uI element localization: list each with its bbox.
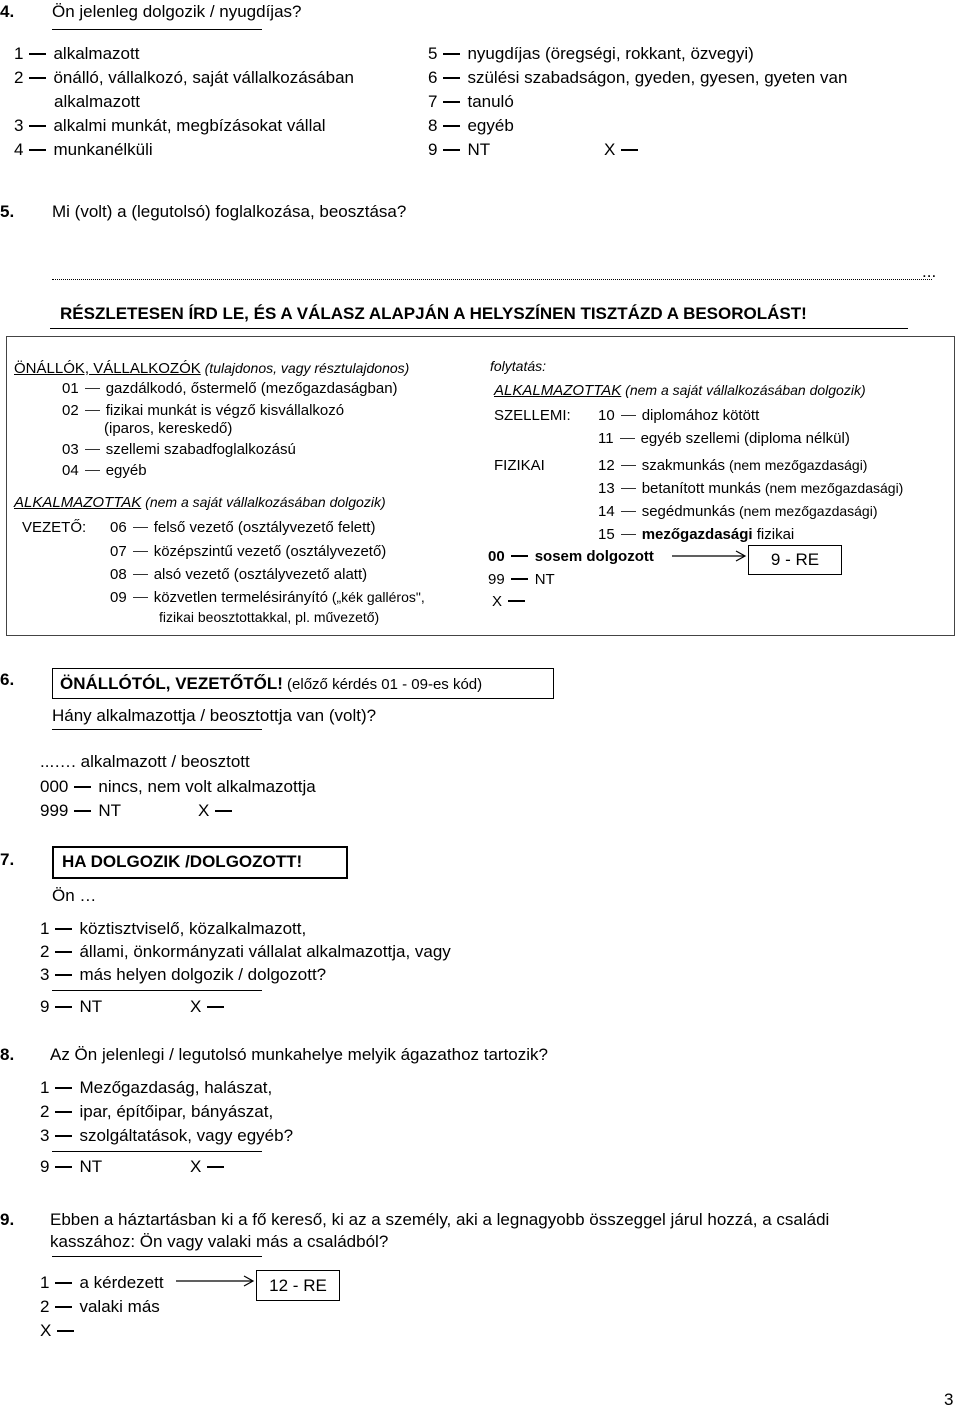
q5-code-14[interactable]: 14 segédmunkás (nem mezőgazdasági) xyxy=(598,503,878,520)
q5-number: 5. xyxy=(0,202,15,221)
q9-number: 9. xyxy=(0,1210,15,1229)
q4-option-7[interactable]: 7 tanuló xyxy=(428,92,514,111)
q8-option-2[interactable]: 2 ipar, építőipar, bányászat, xyxy=(40,1102,274,1121)
q4-question: Ön jelenleg dolgozik / nyugdíjas? xyxy=(52,2,302,21)
q6-option-999[interactable]: 999 NT xyxy=(40,801,122,820)
q5-code-02[interactable]: 02 fizikai munkát is végző kisvállalkozó xyxy=(62,402,345,419)
q5-instruction: RÉSZLETESEN ÍRD LE, ÉS A VÁLASZ ALAPJÁN A HELYSZÍNEN TISZTÁZD A BESOROLÁST! xyxy=(60,304,807,323)
q7-number: 7. xyxy=(0,850,15,869)
q8-number: 8. xyxy=(0,1045,15,1064)
page-number: 3 xyxy=(944,1390,954,1409)
q8-question: Az Ön jelenlegi / legutolsó munkahelye melyik ágazathoz tartozik? xyxy=(50,1045,548,1064)
q9-option-2[interactable]: 2 valaki más xyxy=(40,1297,160,1316)
q5-vezeto-label: VEZETŐ: xyxy=(22,519,87,536)
q7-filter-text: HA DOLGOZIK /DOLGOZOTT! xyxy=(62,852,303,871)
q7-option-3[interactable]: 3 más helyen dolgozik / dolgozott? xyxy=(40,965,327,984)
q4-x-option[interactable]: X xyxy=(604,140,645,160)
q5-code-07[interactable]: 07 középszintű vezető (osztályvezető) xyxy=(110,543,387,560)
q5-fizikai-label: FIZIKAI xyxy=(494,457,545,474)
q5-code-11[interactable]: 11 egyéb szellemi (diploma nélkül) xyxy=(598,430,850,447)
q5-code-03[interactable]: 03 szellemi szabadfoglalkozású xyxy=(62,441,296,458)
q5-code-10[interactable]: 10 diplomához kötött xyxy=(598,407,760,424)
q4-option-6[interactable]: 6 szülési szabadságon, gyeden, gyesen, gyeten van xyxy=(428,68,848,87)
q6-x-option[interactable]: X xyxy=(198,801,239,821)
q4-option-2[interactable]: 2 önálló, vállalkozó, saját vállalkozásában xyxy=(14,68,354,87)
q6-filter-text: ÖNÁLLÓTÓL, VEZETŐTŐL! (előző kérdés 01 - 09-es kód) xyxy=(60,674,483,693)
q5-code-09[interactable]: 09 közvetlen termelésirányító („kék galléros", xyxy=(110,589,425,606)
q9-question-line1: Ebben a háztartásban ki a fő kereső, ki az a személy, aki a legnagyobb összeggel járul hozzá, a családi xyxy=(50,1210,830,1229)
q5-szellemi-label: SZELLEMI: xyxy=(494,407,571,424)
q7-option-2[interactable]: 2 állami, önkormányzati vállalat alkalmazottja, vagy xyxy=(40,942,451,961)
q5-jump-arrow-icon xyxy=(672,548,748,564)
q5-code-08[interactable]: 08 alsó vezető (osztályvezető alatt) xyxy=(110,566,368,583)
q4-option-4[interactable]: 4 munkanélküli xyxy=(14,140,153,159)
q4-option-8[interactable]: 8 egyéb xyxy=(428,116,514,135)
q5-code-02-cont: (iparos, kereskedő) xyxy=(104,420,233,437)
q5-code-06[interactable]: 06 felső vezető (osztályvezető felett) xyxy=(110,519,376,536)
q7-underline xyxy=(52,990,262,991)
q5-code-09-cont: fizikai beosztottakkal, pl. művezető) xyxy=(159,609,380,625)
q8-option-1[interactable]: 1 Mezőgazdaság, halászat, xyxy=(40,1078,273,1097)
q9-option-1[interactable]: 1 a kérdezett xyxy=(40,1273,164,1292)
q5-employees-title: ALKALMAZOTTAK (nem a saját vállalkozásában dolgozik) xyxy=(14,494,386,511)
q9-jump-arrow-icon xyxy=(176,1273,256,1289)
q4-underline xyxy=(52,29,262,30)
q5-code-99[interactable]: 99 NT xyxy=(488,571,555,588)
q5-code-12[interactable]: 12 szakmunkás (nem mezőgazdasági) xyxy=(598,457,868,474)
q5-code-01[interactable]: 01 gazdálkodó, őstermelő (mezőgazdaságban) xyxy=(62,380,398,397)
q4-option-5[interactable]: 5 nyugdíjas (öregségi, rokkant, özvegyi) xyxy=(428,44,754,63)
q6-question: Hány alkalmazottja / beosztottja van (volt)? xyxy=(52,706,377,725)
q5-jump-box: 9 - RE xyxy=(748,545,842,575)
q4-option-1[interactable]: 1 alkalmazott xyxy=(14,44,140,63)
q4-option-3[interactable]: 3 alkalmi munkát, megbízásokat vállal xyxy=(14,116,326,135)
q5-answer-line[interactable] xyxy=(52,279,932,281)
q6-answer-line[interactable]: ...…. alkalmazott / beosztott xyxy=(40,752,250,771)
q8-option-3[interactable]: 3 szolgáltatások, vagy egyéb? xyxy=(40,1126,294,1145)
q4-number: 4. xyxy=(0,2,15,21)
q7-option-9[interactable]: 9 NT xyxy=(40,997,103,1016)
q5-code-13[interactable]: 13 betanított munkás (nem mezőgazdasági) xyxy=(598,480,904,497)
q4-option-9[interactable]: 9 NT xyxy=(428,140,491,159)
q5-self-employed-title: ÖNÁLLÓK, VÁLLALKOZÓK (tulajdonos, vagy résztulajdonos) xyxy=(14,360,410,377)
q7-question: Ön … xyxy=(52,886,97,905)
q5-employees-title-2: ALKALMAZOTTAK (nem a saját vállalkozásában dolgozik) xyxy=(494,382,866,399)
q6-underline xyxy=(52,729,262,730)
q9-jump-box: 12 - RE xyxy=(256,1270,340,1301)
q7-option-1[interactable]: 1 köztisztviselő, közalkalmazott, xyxy=(40,919,307,938)
q5-continuation: folytatás: xyxy=(490,358,547,374)
q5-code-15[interactable]: 15 mezőgazdasági fizikai xyxy=(598,526,795,543)
q7-x-option[interactable]: X xyxy=(190,997,231,1017)
q9-question-line2: kasszához: Ön vagy valaki más a családból? xyxy=(50,1232,389,1251)
q5-instruction-underline xyxy=(50,328,908,329)
q8-option-9[interactable]: 9 NT xyxy=(40,1157,103,1176)
q5-question: Mi (volt) a (legutolsó) foglalkozása, beosztása? xyxy=(52,202,407,221)
q5-answer-dots[interactable]: ... xyxy=(922,262,937,281)
q5-code-00[interactable]: 00 sosem dolgozott xyxy=(488,548,654,565)
q9-x-option[interactable]: X xyxy=(40,1321,81,1341)
q5-x-option[interactable]: X xyxy=(492,593,532,610)
q8-x-option[interactable]: X xyxy=(190,1157,231,1177)
q5-code-04[interactable]: 04 egyéb xyxy=(62,462,147,479)
q9-underline xyxy=(52,1256,262,1257)
q4-option-2-cont: alkalmazott xyxy=(54,92,140,111)
q8-underline xyxy=(52,1151,262,1152)
q6-number: 6. xyxy=(0,670,15,689)
q6-option-000[interactable]: 000 nincs, nem volt alkalmazottja xyxy=(40,777,316,796)
